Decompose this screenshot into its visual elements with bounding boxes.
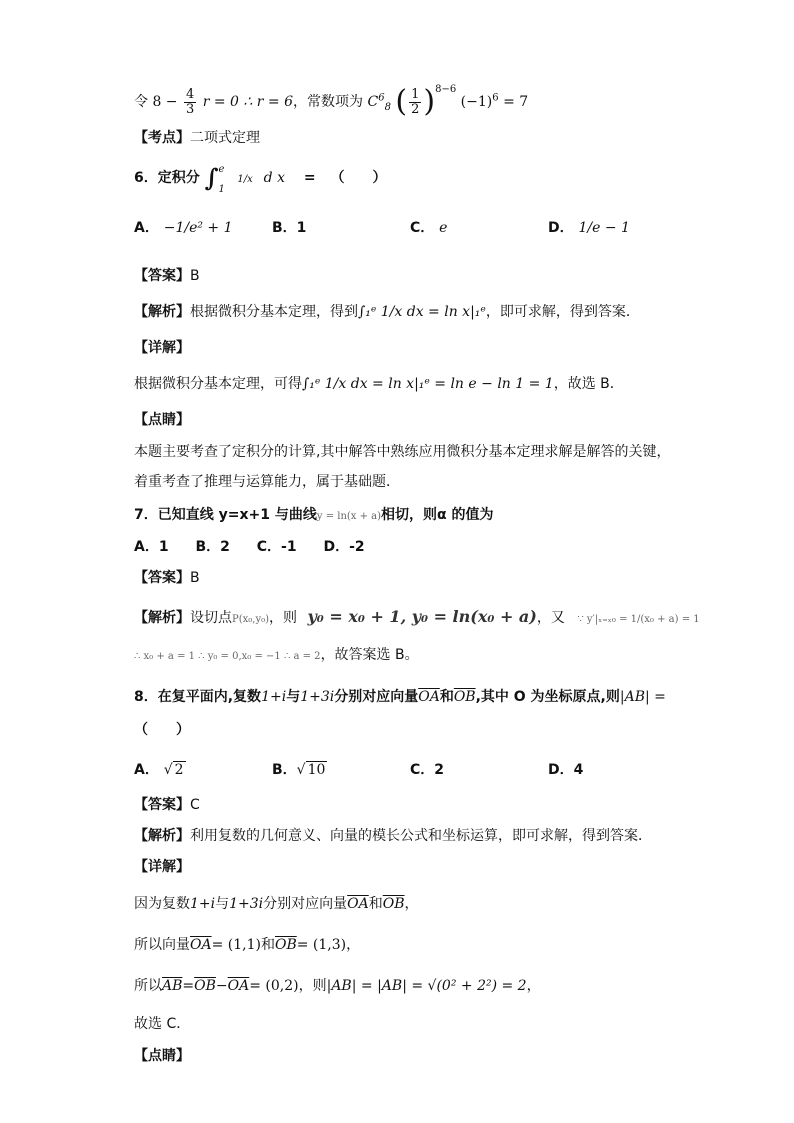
text: 令 xyxy=(134,94,153,110)
q6-detail-tag: 【详解】 xyxy=(134,340,190,356)
option-d[interactable]: D． 1/e − 1 xyxy=(548,220,630,236)
q7-analysis: 【解析】设切点P(x₀,y₀)，则 y₀ = x₀ + 1, y₀ = ln(x₀ + a)，又 ∵ y′|ₓ₌ₓ₀ = 1/(x₀ + a) = 1 xyxy=(134,607,700,626)
q6-comment-tag: 【点睛】 xyxy=(134,412,190,428)
fraction: $\frac{4}{3}$ xyxy=(186,86,195,117)
q8-blank: （ ） xyxy=(134,722,190,738)
option-a[interactable]: A． √ 2 xyxy=(134,762,184,778)
text: 二项式定理 xyxy=(190,130,260,146)
q8-detail-1: 因为复数1+i与1+3i分别对应向量$\overline{OA}$和$\overline{OB}$， xyxy=(134,896,419,912)
q8-title: 8．在复平面内,复数1+i与1+3i分别对应向量$\overline{OA}$和$\overline{OB}$,其中 O 为坐标原点,则|AB| = xyxy=(134,689,666,705)
tag: 【考点】 xyxy=(134,130,190,146)
option-b[interactable]: B．2 xyxy=(195,539,230,555)
q8-detail-2: 所以向量$\overline{OA}= (1,1)$和$\overline{OB}= (1,3)$， xyxy=(134,937,361,953)
q8-answer: 【答案】C xyxy=(134,797,200,813)
q6-analysis: 【解析】根据微积分基本定理，得到∫₁ᵉ 1/x dx = ln x|₁ᵉ，即可求解，得到答案． xyxy=(134,304,640,320)
option-c[interactable]: C． e xyxy=(410,220,448,236)
q8-detail-tag: 【详解】 xyxy=(134,859,190,875)
expr: 8 − xyxy=(152,94,178,110)
q7-analysis-2: ∴ x₀ + a = 1 ∴ y₀ = 0,x₀ = −1 ∴ a = 2，故答案选 B。 xyxy=(134,647,419,663)
kaodian xyxy=(134,128,260,148)
q7-title: 7．已知直线 y=x+1 与曲线y = ln(x + a)相切，则α 的值为 xyxy=(134,507,494,523)
q6-detail: 根据微积分基本定理，可得∫₁ᵉ 1/x dx = ln x|₁ᵉ = ln e − ln 1 = 1，故选 B． xyxy=(134,376,624,392)
option-c[interactable]: C．-1 xyxy=(256,539,297,555)
option-d[interactable]: D．-2 xyxy=(323,539,365,555)
q6-comment-1: 本题主要考查了定积分的计算,其中解答中熟练应用微积分基本定理求解是解答的关键， xyxy=(134,444,671,460)
q7-answer: 【答案】B xyxy=(134,570,200,586)
option-b[interactable]: B．1 xyxy=(272,220,307,236)
expr: (−1) xyxy=(460,94,493,110)
combination: $C^6_8$ xyxy=(367,92,391,113)
q6-comment-2: 着重考查了推理与运算能力，属于基础题． xyxy=(134,474,400,490)
option-a[interactable]: A．1 xyxy=(134,539,169,555)
fraction: $\frac{1}{2}$ xyxy=(411,86,420,117)
expr: = 7 xyxy=(503,94,529,110)
q6-answer: 【答案】B xyxy=(134,268,200,284)
integral-sign: ∫ xyxy=(204,163,219,192)
option-a[interactable]: A． −1/e² + 1 xyxy=(134,220,233,236)
option-c[interactable]: C．2 xyxy=(410,762,445,778)
q8-detail-3: 所以$\overline{AB}=\overline{OB}-\overline{OA}= (0,2)$，则|AB| = |AB| = √(0² + 2²) = 2， xyxy=(134,978,541,994)
q8-analysis: 【解析】利用复数的几何意义、向量的模长公式和坐标运算，即可求解，得到答案． xyxy=(134,828,652,844)
q8-comment-tag: 【点睛】 xyxy=(134,1048,190,1064)
option-b[interactable]: B．√ 10 xyxy=(272,762,326,778)
option-d[interactable]: D．4 xyxy=(548,762,584,778)
expr: r = 0 ∴ r = 6 xyxy=(202,94,294,110)
q6-title: 6．定积分 ∫ e 1 1/x d x = （ ） xyxy=(134,163,387,195)
q8-detail-4: 故选 C． xyxy=(134,1016,191,1032)
text: ，常数项为 xyxy=(293,94,364,110)
q7-options xyxy=(134,537,365,557)
formula-line-top: 令 8 − $\frac{4}{3}$ r = 0 ∴ r = 6，常数项为 $C^6_8$ ( $\frac{1}{2}$ )$^{8-6}$ $(-1)^6 = 7$ xyxy=(134,84,529,119)
